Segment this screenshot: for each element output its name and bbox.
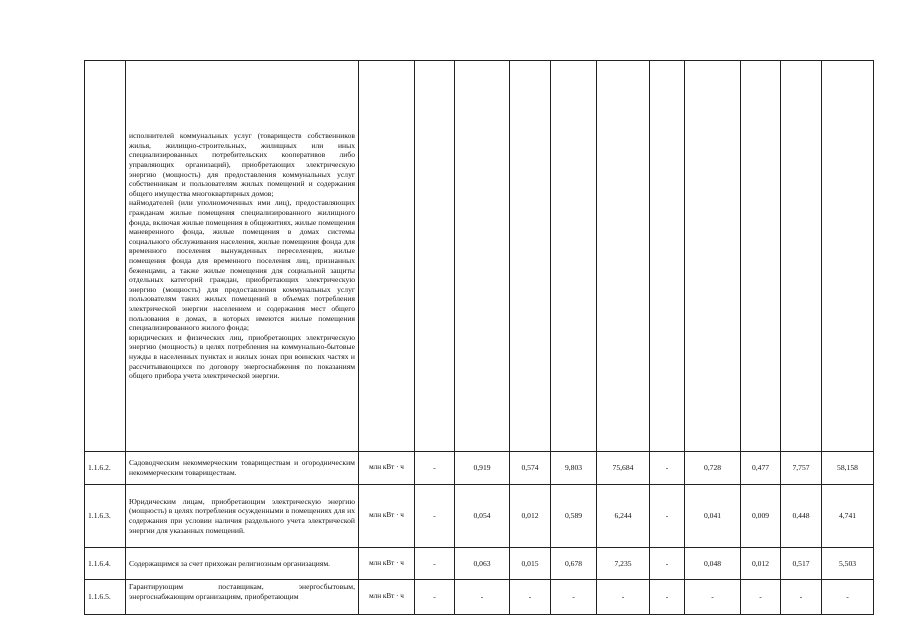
unit-cell: млн кВт · ч [359,485,415,548]
value-cell: 0,048 [685,548,741,580]
description-paragraph: наймодателей (или уполномоченных ими лиц), предоставляющих гражданам жилые помещения специализированного жилищного фонда, включая жилые помещения в общежитиях, жилые помещения маневренного фонда, жилые помещения в домах системы социального обслуживания населения, жилые помещения фонда для временного поселения вынужденных переселенцев, жилые помещения фонда для временного поселения лиц, признанных беженцами, а также жилые помещения для социальной защиты отдельных категорий граждан, приобретающих электрическую энергию (мощность) для предоставления коммунальных услуг пользователям таких жилых помещений в объемах потребления электрической энергии населением и содержания мест общего пользования в домах, в которых имеются жилые помещения специализированного жилого фонда; [129,198,355,333]
value-cell: - [685,580,741,615]
tariff-table [84,60,874,615]
value-cell [781,61,822,452]
value-cell: 0,448 [781,485,822,548]
value-cell: - [650,485,685,548]
value-cell [685,61,741,452]
row-description [126,548,359,580]
description-paragraph: Юридическим лицам, приобретающим электрическую энергию (мощность) в целях потребления осужденными в помещениях для их содержания при условии наличия раздельного учета электрической энергии для указанных помещений. [129,496,355,535]
value-cell: 0,517 [781,548,822,580]
value-cell: 0,477 [741,452,781,485]
value-cell [741,61,781,452]
value-cell: - [650,580,685,615]
value-cell: 58,158 [822,452,874,485]
value-cell: 0,041 [685,485,741,548]
value-cell: 0,012 [510,485,551,548]
value-cell: - [597,580,650,615]
value-cell: - [415,452,455,485]
value-cell [510,61,551,452]
table-row [85,580,874,615]
value-cell: 0,728 [685,452,741,485]
unit-cell: млн кВт · ч [359,452,415,485]
value-cell: - [455,580,510,615]
value-cell [597,61,650,452]
value-cell [455,61,510,452]
row-number: 1.1.6.4. [85,548,126,580]
value-cell: 0,054 [455,485,510,548]
value-cell: 6,244 [597,485,650,548]
row-description [126,485,359,548]
description-paragraph: Садоводческим некоммерческим товариществам и огородническим некоммерческим товариществам. [129,458,355,477]
value-cell: - [741,580,781,615]
value-cell: 0,009 [741,485,781,548]
description-paragraph: Гарантирующим поставщикам, энергосбытовым, энергоснабжающим организациям, приобретающим [129,582,355,601]
value-cell: 0,589 [551,485,597,548]
value-cell [551,61,597,452]
row-number: 1.1.6.5. [85,580,126,615]
table-row [85,485,874,548]
table-row [85,452,874,485]
value-cell: 0,063 [455,548,510,580]
table-row [85,61,874,452]
unit-cell: млн кВт · ч [359,548,415,580]
value-cell: 75,684 [597,452,650,485]
value-cell [415,61,455,452]
value-cell: - [415,485,455,548]
value-cell: - [781,580,822,615]
unit-cell: млн кВт · ч [359,580,415,615]
value-cell: - [415,548,455,580]
value-cell [650,61,685,452]
value-cell: 7,235 [597,548,650,580]
description-paragraph: юридических и физических лиц, приобретающих электрическую энергию (мощность) в целях потребления на коммунально-бытовые нужды в населенных пунктах и жилых зонах при воинских частях и рассчитывающихся по договору энергоснабжения по показаниям общего прибора учета электрической энергии. [129,332,355,381]
row-number: 1.1.6.3. [85,485,126,548]
value-cell [822,61,874,452]
value-cell: 0,919 [455,452,510,485]
value-cell: - [510,580,551,615]
unit-cell [359,61,415,452]
table-row [85,548,874,580]
row-description [126,61,359,452]
value-cell: 0,678 [551,548,597,580]
value-cell: 0,015 [510,548,551,580]
value-cell: - [822,580,874,615]
value-cell: 0,012 [741,548,781,580]
value-cell: - [650,452,685,485]
row-number [85,61,126,452]
value-cell: - [551,580,597,615]
description-paragraph: исполнителей коммунальных услуг (товариществ собственников жилья, жилищно-строительных, жилищных или иных специализированных потребительских кооперативов либо управляющих организаций), приобретающих электрическую энергию (мощность) для предоставления коммунальных услуг собственникам и пользователям жилых помещений и содержания общего имущества многоквартирных домов; [129,131,355,198]
value-cell: 7,757 [781,452,822,485]
value-cell: 4,741 [822,485,874,548]
row-description [126,580,359,615]
value-cell: - [415,580,455,615]
value-cell: 9,803 [551,452,597,485]
row-number: 1.1.6.2. [85,452,126,485]
value-cell: - [650,548,685,580]
value-cell: 0,574 [510,452,551,485]
row-description [126,452,359,485]
value-cell: 5,503 [822,548,874,580]
description-paragraph: Содержащимся за счет прихожан религиозным организациям. [129,558,331,568]
